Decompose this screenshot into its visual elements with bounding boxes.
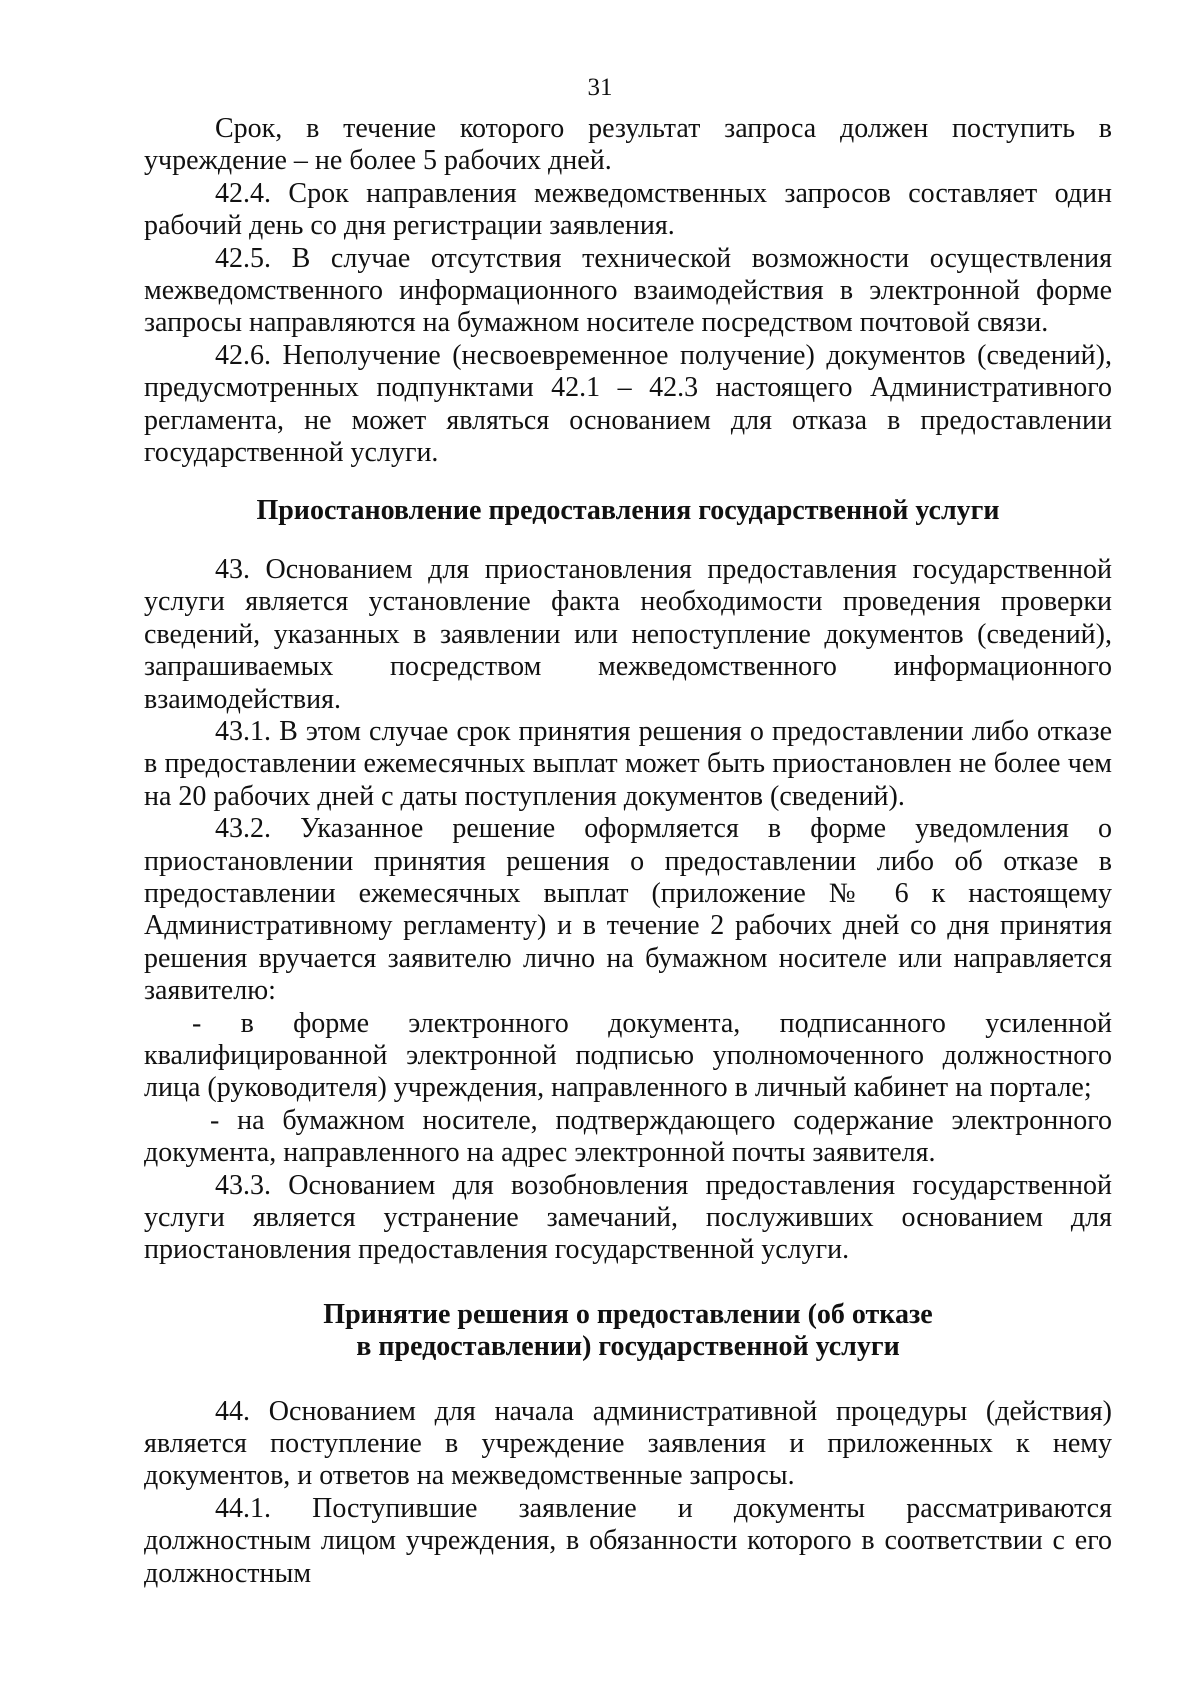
- paragraph-43-1: 43.1. В этом случае срок принятия решения о предоставлении либо отказе в предоставлении ежемесячных выплат может быть приостановлен не более чем на 20 рабочих дней с даты поступления документов (сведений).: [144, 715, 1112, 812]
- paragraph-42-5: 42.5. В случае отсутствия технической возможности осуществления межведомственного информационного взаимодействия в электронной форме запросы направляются на бумажном носителе посредством почтовой связи.: [144, 242, 1112, 339]
- paragraph-request-deadline: Срок, в течение которого результат запроса должен поступить в учреждение – не более 5 рабочих дней.: [144, 113, 1112, 177]
- section-heading-decision-line-2: в предоставлении) государственной услуги: [356, 1331, 900, 1363]
- section-heading-decision-line-1: Принятие решения о предоставлении (об отказе: [323, 1298, 933, 1330]
- section-heading-suspension: Приостановление предоставления государственной услуги: [256, 495, 1000, 527]
- paragraph-42-6: 42.6. Неполучение (несвоевременное получение) документов (сведений), предусмотренных подпунктами 42.1 – 42.3 настоящего Административного регламента, не может являться основанием для отказа в предоставлении государственной услуги.: [144, 339, 1112, 469]
- list-item-electronic-document: - в форме электронного документа, подписанного усиленной квалифицированной электронной подписью уполномоченного должностного лица (руководителя) учреждения, направленного в личный кабинет на портале;: [144, 1007, 1112, 1104]
- paragraph-43: 43. Основанием для приостановления предоставления государственной услуги является установление факта необходимости проведения проверки сведений, указанных в заявлении или непоступление документов (сведений), запрашиваемых посредством межведомственного информационного взаимодействия.: [144, 553, 1112, 715]
- document-body: [144, 113, 1112, 1590]
- page-number: 31: [587, 74, 613, 101]
- paragraph-44: 44. Основанием для начала административной процедуры (действия) является поступление в учреждение заявления и приложенных к нему документов, и ответов на межведомственные запросы.: [144, 1395, 1112, 1492]
- paragraph-44-1: 44.1. Поступившие заявление и документы рассматриваются должностным лицом учреждения, в обязанности которого в соответствии с его должностным: [144, 1492, 1112, 1589]
- paragraph-43-3: 43.3. Основанием для возобновления предоставления государственной услуги является устранение замечаний, послуживших основанием для приостановления предоставления государственной услуги.: [144, 1169, 1112, 1266]
- paragraph-43-2: 43.2. Указанное решение оформляется в форме уведомления о приостановлении принятия решения о предоставлении либо об отказе в предоставлении ежемесячных выплат (приложение № 6 к настоящему Административному регламенту) и в течение 2 рабочих дней со дня принятия решения вручается заявителю лично на бумажном носителе или направляется заявителю:: [144, 813, 1112, 1007]
- paragraph-42-4: 42.4. Срок направления межведомственных запросов составляет один рабочий день со дня регистрации заявления.: [144, 177, 1112, 242]
- list-item-paper-document: - на бумажном носителе, подтверждающего содержание электронного документа, направленного на адрес электронной почты заявителя.: [144, 1104, 1112, 1169]
